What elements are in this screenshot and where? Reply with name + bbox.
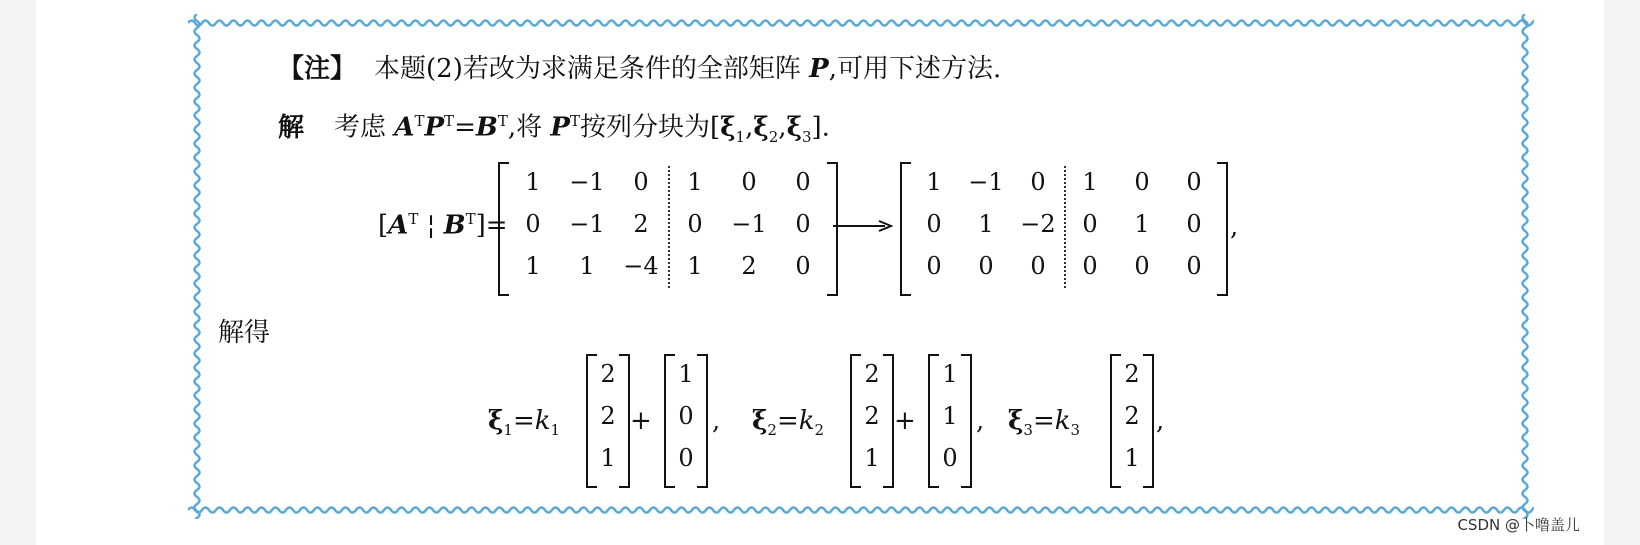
bracket-close-equals: ]= bbox=[475, 210, 508, 241]
coefficient-k: k bbox=[534, 406, 551, 436]
matrix-cell: 0 bbox=[1082, 252, 1098, 280]
plus-sign: + bbox=[894, 406, 916, 436]
xi-symbol: ξ bbox=[1008, 406, 1024, 436]
matrix-cell: 0 bbox=[1186, 210, 1202, 238]
comma: , bbox=[1156, 406, 1165, 436]
basis-vector bbox=[586, 354, 630, 488]
matrix-cell: 0 bbox=[1186, 252, 1202, 280]
equals-sign: = bbox=[1032, 406, 1055, 436]
note-tail: ,可用下述方法. bbox=[828, 54, 1002, 84]
particular-vector bbox=[928, 354, 972, 488]
comma: , bbox=[712, 406, 721, 436]
xi-symbol: ξ bbox=[786, 112, 802, 143]
note-frame bbox=[188, 14, 1534, 519]
augmented-lhs bbox=[378, 210, 508, 241]
xi-subscript: 2 bbox=[768, 127, 779, 146]
augmented-matrix-equation bbox=[378, 162, 1278, 294]
equals-sign: = bbox=[512, 406, 535, 436]
watermark: CSDN @卜噜盖儿 bbox=[1457, 516, 1580, 534]
solution-head: 解 bbox=[278, 112, 305, 143]
solution-text-5: ]. bbox=[811, 112, 830, 143]
matrix-cell: −1 bbox=[968, 168, 1004, 196]
matrix-cell: 0 bbox=[1134, 252, 1150, 280]
matrix-cell: −1 bbox=[731, 210, 767, 238]
xi-symbol: ξ bbox=[752, 406, 768, 436]
k-subscript: 3 bbox=[1070, 421, 1081, 440]
matrix-cell: −1 bbox=[569, 168, 605, 196]
xi-subscript: 1 bbox=[503, 421, 513, 440]
matrix-cell: 0 bbox=[525, 210, 541, 238]
equals-sign: = bbox=[776, 406, 799, 436]
particular-vector bbox=[664, 354, 708, 488]
k-subscript: 2 bbox=[814, 421, 825, 440]
matrix-A: A bbox=[394, 112, 415, 143]
xi-symbol: ξ bbox=[753, 112, 769, 143]
matrix-cell: 1 bbox=[525, 252, 541, 280]
matrix-cell: 2 bbox=[1124, 402, 1140, 430]
matrix-cell: 1 bbox=[525, 168, 541, 196]
matrix-cell: 0 bbox=[1134, 168, 1150, 196]
solution-text-1: 考虑 bbox=[334, 112, 395, 143]
transpose-mark: T bbox=[414, 112, 425, 130]
note-text: 本题(2)若改为求满足条件的全部矩阵 bbox=[374, 54, 810, 84]
xi-subscript: 1 bbox=[735, 127, 746, 146]
page bbox=[36, 0, 1604, 545]
matrix-cell: 0 bbox=[741, 168, 757, 196]
matrix-cell: −2 bbox=[1020, 210, 1056, 238]
augment-divider bbox=[668, 166, 670, 288]
note-tag: 【注】 bbox=[278, 54, 357, 84]
matrix-cell: 1 bbox=[579, 252, 595, 280]
matrix-B: B bbox=[443, 210, 466, 241]
coefficient-k: k bbox=[798, 406, 815, 436]
note-line bbox=[278, 56, 1001, 82]
transpose-mark: T bbox=[497, 112, 508, 130]
general-solution bbox=[488, 354, 1188, 484]
solution-line bbox=[278, 114, 830, 145]
solution-text-3: ,将 bbox=[507, 112, 551, 143]
matrix-cell: 0 bbox=[687, 210, 703, 238]
matrix-cell: 0 bbox=[795, 252, 811, 280]
bracket-open: [ bbox=[378, 210, 389, 241]
matrix-P: P bbox=[424, 112, 445, 143]
basis-vector bbox=[850, 354, 894, 488]
matrix-cell: 2 bbox=[741, 252, 757, 280]
equals-sign: = bbox=[454, 112, 476, 143]
note-content bbox=[188, 14, 1534, 519]
matrix-cell: 0 bbox=[633, 168, 649, 196]
matrix-cell: 1 bbox=[942, 360, 958, 388]
basis-vector bbox=[1110, 354, 1154, 488]
matrix-cell: 0 bbox=[1082, 210, 1098, 238]
k-subscript: 1 bbox=[550, 421, 561, 440]
augment-divider bbox=[1064, 166, 1066, 288]
matrix-B: B bbox=[475, 112, 498, 143]
matrix-cell: −1 bbox=[569, 210, 605, 238]
matrix-cell: 1 bbox=[864, 444, 880, 472]
matrix-cell: 1 bbox=[687, 168, 703, 196]
xi-symbol: ξ bbox=[488, 406, 504, 436]
arrow-icon bbox=[833, 218, 893, 234]
trailing-comma: , bbox=[1230, 212, 1239, 242]
transpose-mark: T bbox=[569, 112, 580, 130]
transpose-mark: T bbox=[444, 112, 455, 130]
matrix-cell: 1 bbox=[1124, 444, 1140, 472]
matrix-cell: 1 bbox=[687, 252, 703, 280]
matrix-cell: 1 bbox=[978, 210, 994, 238]
matrix-P: P bbox=[809, 54, 829, 84]
matrix-cell: 0 bbox=[678, 402, 694, 430]
matrix-cell: 0 bbox=[926, 252, 942, 280]
xi-symbol: ξ bbox=[720, 112, 736, 143]
reduced-matrix bbox=[900, 162, 1228, 296]
separator: , bbox=[745, 112, 754, 143]
matrix-cell: 0 bbox=[1030, 168, 1046, 196]
comma: , bbox=[976, 406, 985, 436]
xi-subscript: 3 bbox=[1023, 421, 1033, 440]
matrix-cell: 2 bbox=[600, 360, 616, 388]
matrix-cell: 0 bbox=[978, 252, 994, 280]
matrix-cell: 0 bbox=[678, 444, 694, 472]
matrix-cell: 1 bbox=[678, 360, 694, 388]
xi-subscript: 2 bbox=[767, 421, 777, 440]
matrix-cell: 1 bbox=[926, 168, 942, 196]
matrix-cell: 0 bbox=[926, 210, 942, 238]
plus-sign: + bbox=[630, 406, 652, 436]
matrix-cell: 2 bbox=[864, 360, 880, 388]
matrix-cell: 0 bbox=[942, 444, 958, 472]
matrix-A: A bbox=[388, 210, 409, 241]
matrix-cell: 0 bbox=[795, 210, 811, 238]
matrix-cell: 1 bbox=[600, 444, 616, 472]
matrix-cell: 2 bbox=[1124, 360, 1140, 388]
matrix-cell: −4 bbox=[623, 252, 659, 280]
matrix-cell: 1 bbox=[1134, 210, 1150, 238]
xi1-lhs bbox=[488, 406, 560, 439]
matrix-cell: 2 bbox=[633, 210, 649, 238]
xi3-lhs bbox=[1008, 406, 1080, 439]
matrix-P: P bbox=[550, 112, 570, 143]
xi2-lhs bbox=[752, 406, 824, 439]
matrix-cell: 2 bbox=[600, 402, 616, 430]
solution-text-4: 按列分块为[ bbox=[579, 112, 721, 143]
matrix-cell: 0 bbox=[795, 168, 811, 196]
separator: , bbox=[778, 112, 787, 143]
xi-subscript: 3 bbox=[801, 127, 812, 146]
coefficient-k: k bbox=[1054, 406, 1071, 436]
transpose-mark: T bbox=[408, 210, 419, 228]
augment-separator: ¦ bbox=[426, 210, 436, 241]
augmented-matrix bbox=[498, 162, 838, 296]
matrix-cell: 1 bbox=[1082, 168, 1098, 196]
matrix-cell: 1 bbox=[942, 402, 958, 430]
transpose-mark: T bbox=[465, 210, 476, 228]
solve-label: 解得 bbox=[218, 318, 271, 348]
matrix-cell: 0 bbox=[1030, 252, 1046, 280]
matrix-cell: 0 bbox=[1186, 168, 1202, 196]
matrix-cell: 2 bbox=[864, 402, 880, 430]
